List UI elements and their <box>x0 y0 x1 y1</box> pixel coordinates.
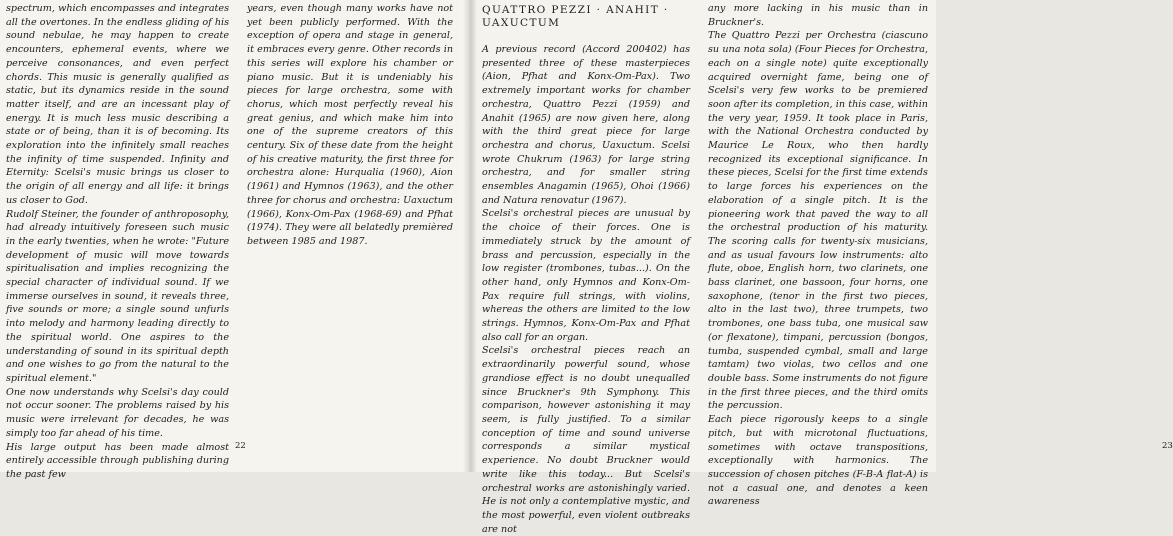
right-column-1 <box>482 4 690 535</box>
paragraph: Scelsi's orchestral pieces are unusual by the choice of their forces. One is immediately struck by the amount of brass and percussion, especially in the low register (trombones, tubas...). On the other hand, only Hymnos and Konx-Om-Pax require full strings, with violins, whereas the others are limited to the low strings. Hymnos, Konx-Om-Pax and Pfhat also call for an organ. <box>482 208 690 343</box>
left-column-1 <box>6 2 229 480</box>
paragraph: years, even though many works have not yet been publicly performed. With the exception of opera and stage in general, it embraces every genre. Other records in this series will explore his chamber or piano music. But it is undeniably his pieces for large orchestra, some with chorus, which most perfectly reveal his great genius, and which make him into one of the supreme creators of this century. Six of these date from the height of his creative maturity, the first three for orchestra alone: Hurqualia (1960), Aion (1961) and Hymnos (1963), and the other three for chorus and orchestra: Uaxuctum (1966), Konx-Om-Pax (1968-69) and Pfhat (1974). They were all belatedly premièred between 1985 and 1987. <box>247 3 453 247</box>
section-heading: QUATTRO PEZZI · ANAHIT · UAXUCTUM <box>482 4 669 29</box>
paragraph: His large output has been made almost entirely accessible through publishing during the past few <box>6 441 229 480</box>
paragraph: spectrum, which encompasses and integrates all the overtones. In the endless gliding of his sound nebulae, he may happen to create encounters, ephemeral events, where we perceive consonances, and even perfect chords. This music is generally qualified as static, but its dynamics reside in the sound matter itself, and are an incessant play of energy. It is much less music describing a state or of being, than it is of becoming. Its exploration into the infinitely small reaches the infinity of time suspended. Infinity and Eternity: Scelsi's music brings us closer to the origin of all energy and all life: it brings us closer to God. <box>6 3 229 206</box>
page-number-left: 22 <box>235 441 246 451</box>
paragraph: The Quattro Pezzi per Orchestra (ciascuno su una nota sola) (Four Pieces for Orchestra, each on a single note) quite exceptionally acquired overnight fame, being one of Scelsi's very few works to be premiered soon after its completion, in this case, within the very year, 1959. It took place in Paris, with the National Orchestra conducted by Maurice Le Roux, who then hardly recognized its exceptional significance. In these pieces, Scelsi for the first time extends to large forces his experiences on the elaboration of a single pitch. It is the pioneering work that paved the way to all the orchestral production of his maturity. The scoring calls for twenty-six musicians, and as usual favours low instruments: alto flute, oboe, English horn, two clarinets, one bass clarinet, one bassoon, four horns, one saxophone, (tenor in the first two pieces, alto in the last two), three trumpets, two trombones, one bass tuba, one musical saw (or flexatone), timpani, percussion (bongos, tumba, suspended cymbal, small and large tamtam) two violas, two cellos and one double bass. Some instruments do not figure in the first three pieces, and the third omits the percussion. <box>708 30 928 412</box>
paragraph: any more lacking in his music than in Bruckner's. <box>708 3 928 28</box>
page-number-right: 23 <box>1162 441 1173 451</box>
right-column-2 <box>708 2 928 508</box>
paragraph: One now understands why Scelsi's day could not occur sooner. The problems raised by his music were irrelevant for decades, he was simply too far ahead of his time. <box>6 386 229 439</box>
book-gutter <box>463 0 477 472</box>
paragraph: Rudolf Steiner, the founder of anthroposophy, had already intuitively foreseen such music in the early twenties, when he wrote: "Future development of music will move towards spiritualisation and implies recognizing the special character of individual sound. If we immerse ourselves in sound, it reveals three, five sounds or more; a single sound unfurls into melody and harmony leading directly to the spiritual world. One aspires to the understanding of sound in its spiritual depth and one wishes to go from the natural to the spiritual element." <box>6 208 229 384</box>
paragraph: A previous record (Accord 200402) has presented three of these masterpieces (Aion, Pfhat and Konx-Om-Pax). Two extremely important works for chamber orchestra, Quattro Pezzi (1959) and Anahit (1965) are now given here, along with the third great piece for large orchestra and chorus, Uaxuctum. Scelsi wrote Chukrum (1963) for large string orchestra, and for smaller string ensembles Anagamin (1965), Ohoi (1966) and Natura renovatur (1967). <box>482 44 690 206</box>
left-page <box>0 0 470 480</box>
paragraph: Each piece rigorously keeps to a single pitch, but with microtonal fluctuations, sometimes with octave transpositions, exceptionally with harmonics. The succession of chosen pitches (F-B-A flat-A) is not a casual one, and denotes a keen awareness <box>708 414 928 508</box>
left-column-2 <box>247 2 453 262</box>
paragraph: Scelsi's orchestral pieces reach an extraordinarily powerful sound, whose grandiose effect is no doubt unequalled since Bruckner's 9th Symphony. This comparison, however astonishing it may seem, is fully justified. To a similar conception of time and sound universe corresponds a similar mystical experience. No doubt Bruckner would write like this today... But Scelsi's orchestral works are astonishingly varied. He is not only a contemplative mystic, and the most powerful, even violent outbreaks are not <box>482 345 690 535</box>
